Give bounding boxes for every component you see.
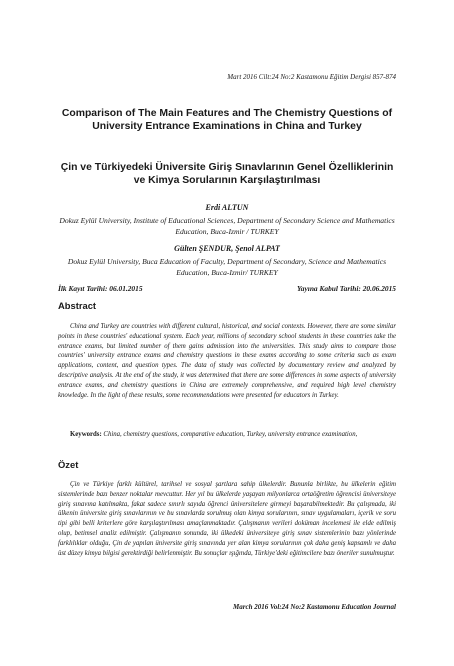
author-affiliation: Dokuz Eylül University, Institute of Educational Sciences, Department of Secondary Science and Mathematics Education, Buca-Izmir / TURKEY bbox=[59, 216, 395, 236]
accepted-date: Yayına Kabul Tarihi: 20.06.2015 bbox=[296, 284, 396, 293]
page-footer: March 2016 Vol:24 No:2 Kastamonu Education Journal bbox=[233, 603, 396, 611]
title-english: Comparison of The Main Features and The Chemistry Questions of University Entrance Examinations in China and Turkey bbox=[61, 108, 393, 132]
keywords-line bbox=[58, 430, 396, 440]
abstract-body: China and Turkey are countries with different cultural, historical, and social contexts. However, there are some similar points in these countries' educational system. Each year, millions of secondary school students in these countries take the entrance exams, but limited number of them gains admission into the universities. This study aims to compare those countries' university entrance exams and chemistry questions in these exams according to some criteria such as exam applications, content, and question types. The data of study was collected by documentary review and analyzed by descriptive analysis. At the end of the study, it was determined that there are some differences in some aspects of university entrance exams, and chemistry questions in China are extremely comprehensive, and required high level chemistry knowledge. In the light of these results, some recommendations were presented for educators in Turkey. bbox=[58, 323, 396, 399]
abstract-heading: Abstract bbox=[58, 300, 97, 311]
author-name: Erdi ALTUN bbox=[205, 203, 249, 212]
title-turkish: Çin ve Türkiyedeki Üniversite Giriş Sınavlarının Genel Özelliklerinin ve Kimya Sorularının Karşılaştırılması bbox=[60, 162, 394, 186]
running-head: Mart 2016 Cilt:24 No:2 Kastamonu Eğitim Dergisi 857-874 bbox=[227, 73, 396, 81]
ozet-body: Çin ve Türkiye farklı kültürel, tarihsel ve sosyal şartlara sahip ülkelerdir. Bununla birlikte, bu ülkelerin eğitim sistemlerinde bazı benzer noktalar mevcuttur. Her yıl bu ülkelerde yaşayan milyonlarca ortaöğretim öğrencisi üniversiteye giriş sınavına katılmakta, fakat sadece sınırlı sayıda öğrenci üniversitelere girmeyi başarabilmektedir. Bu çalışmada, iki ülkenin üniversite giriş sınavlarının ve bu sınavlarda sorulmuş olan kimya sorularının, sınav uygulamaları, içerik ve soru tipi gibi belli kriterlere göre karşılaştırılması amaçlanmaktadır. Çalışmanın verileri doküman incelemesi ile elde edilmiş olup, betimsel analiz edilmiştir. Çalışmanın sonunda, iki ülkedeki üniversiteye giriş sınav sistemlerinin bazı yönlerinde farklılıklar olduğu, Çin de yapılan üniversite giriş sınavında yer alan kimya sorularının çok daha geniş kapsamlı ve daha üst düzey kimya bilgisi gerektirdiği belirlenmiştir. Bu sonuçlar ışığında, Türkiye'deki eğitimcilere bazı öneriler sunulmuştur. bbox=[58, 481, 396, 557]
ozet-heading: Özet bbox=[58, 459, 79, 470]
keywords-text: China, chemistry questions, comparative education, Turkey, university entrance examination, bbox=[101, 431, 358, 438]
keywords-label: Keywords: bbox=[70, 431, 102, 438]
co-author-names: Gülten ŞENDUR, Şenol ALPAT bbox=[174, 244, 280, 253]
received-date: İlk Kayıt Tarihi: 06.01.2015 bbox=[58, 284, 143, 293]
co-author-affiliation: Dokuz Eylül University, Buca Education of Faculty, Department of Secondary, Science and Mathematics Education, Buca-Izmir/ TURKEY bbox=[67, 257, 387, 277]
